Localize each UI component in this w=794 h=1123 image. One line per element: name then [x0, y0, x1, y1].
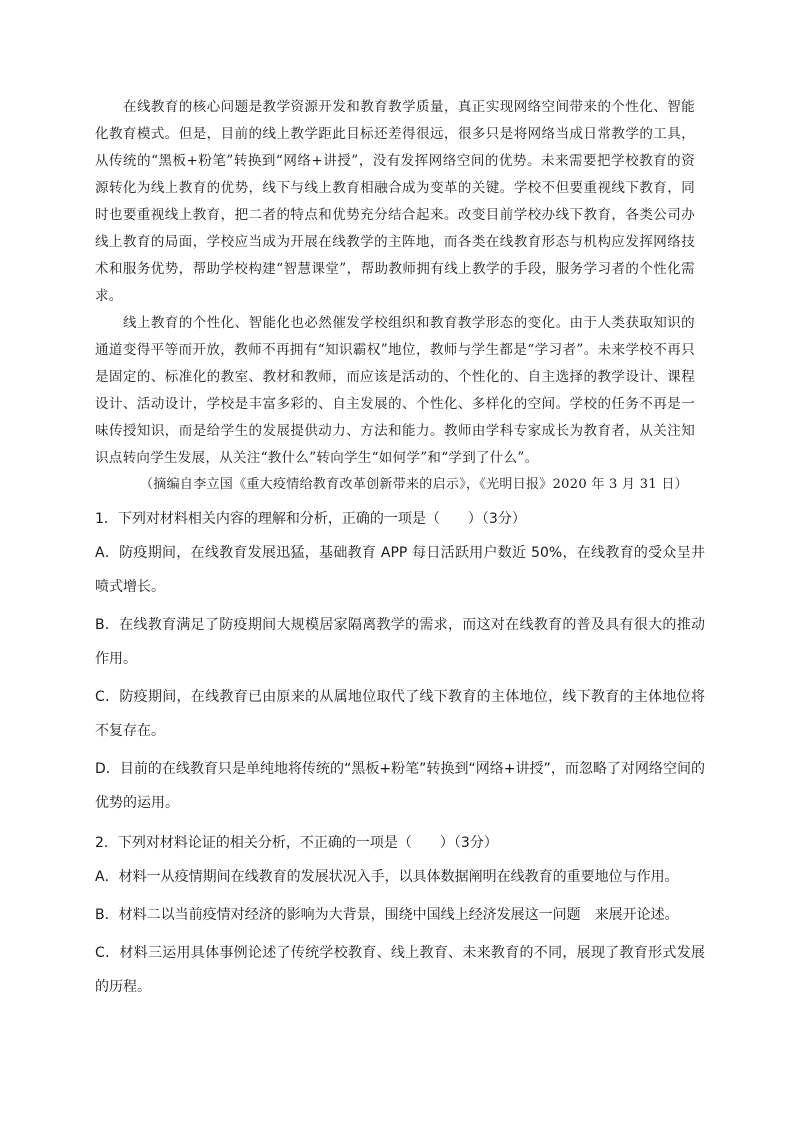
question-1-stem: 1．下列对材料相关内容的理解和分析，正确的一项是（ ）（3分） — [95, 511, 526, 527]
passage-paragraph-2: 线上教育的个性化、智能化也必然催发学校组织和教育教学形态的变化。由于人类获取知识的通道变得平等而开放，教师不再拥有“知识霸权”地位，教师与学生都是“学习者”。未来学校不再只是固定的、标准化的教室、教材和教师，而应该是活动的、个性化的、自主选择的教学设计、课程设计、活动设计，学校是丰富多彩的、自主发展的、个性化、多样化的空间。学校的任务不再是一味传授知识，而是给学生的发展提供动力、方法和能力。教师由学科专家成长为教育者，从关注知识点转向学生发展，从关注“教什么”转向学生“如何学”和“学到了什么”。 — [95, 315, 695, 466]
question-2-option-a: A．材料一从疫情期间在线教育的发展状况入手，以具体数据阐明在线教育的重要地位与作用。 — [95, 869, 679, 885]
question-1-option-b: B．在线教育满足了防疫期间大规模居家隔离教学的需求，而这对在线教育的普及具有很大的推动作用。 — [95, 617, 705, 667]
question-1-option-a: A．防疫期间，在线教育发展迅猛，基础教育 APP 每日活跃用户数近 50%，在线教育的受众呈井喷式增长。 — [95, 545, 705, 595]
question-2-option-c: C．材料三运用具体事例论述了传统学校教育、线上教育、未来教育的不同，展现了教育形式发展的历程。 — [95, 945, 705, 995]
question-1-option-c: C．防疫期间，在线教育已由原来的从属地位取代了线下教育的主体地位，线下教育的主体地位将不复存在。 — [95, 689, 705, 739]
passage-source: （摘编自李立国《重大疫情给教育改革创新带来的启示》，《光明日报》2020 年 3 月 31 日） — [140, 477, 688, 492]
question-1 — [95, 502, 705, 824]
passage-paragraph-1: 在线教育的核心问题是教学资源开发和教育教学质量，真正实现网络空间带来的个性化、智能化教育模式。但是，目前的线上教学距此目标还差得很远，很多只是将网络当成日常教学的工具，从传统的“黑板+粉笔”转换到“网络+讲授”，没有发挥网络空间的优势。未来需要把学校教育的资源转化为线上教育的优势，线下与线上教育相融合成为变革的关键。学校不但要重视线下教育，同时也要重视线上教育，把二者的特点和优势充分结合起来。改变目前学校办线下教育，各类公司办线上教育的局面，学校应当成为开展在线教学的主阵地，而各类在线教育形态与机构应发挥网络技术和服务优势，帮助学校构建“智慧课堂”，帮助教师拥有线上教学的手段，服务学习者的个性化需求。 — [95, 99, 695, 304]
question-1-option-d: D．目前的在线教育只是单纯地将传统的“黑板+粉笔”转换到“网络+讲授”，而忽略了对网络空间的优势的运用。 — [95, 761, 705, 811]
question-2-option-b: B．材料二以当前疫情对经济的影响为大背景，围绕中国线上经济发展这一问题 来展开论述。 — [95, 907, 679, 923]
question-2 — [95, 826, 705, 1008]
question-2-stem: 2．下列对材料论证的相关分析，不正确的一项是（ ）（3分） — [95, 835, 498, 851]
